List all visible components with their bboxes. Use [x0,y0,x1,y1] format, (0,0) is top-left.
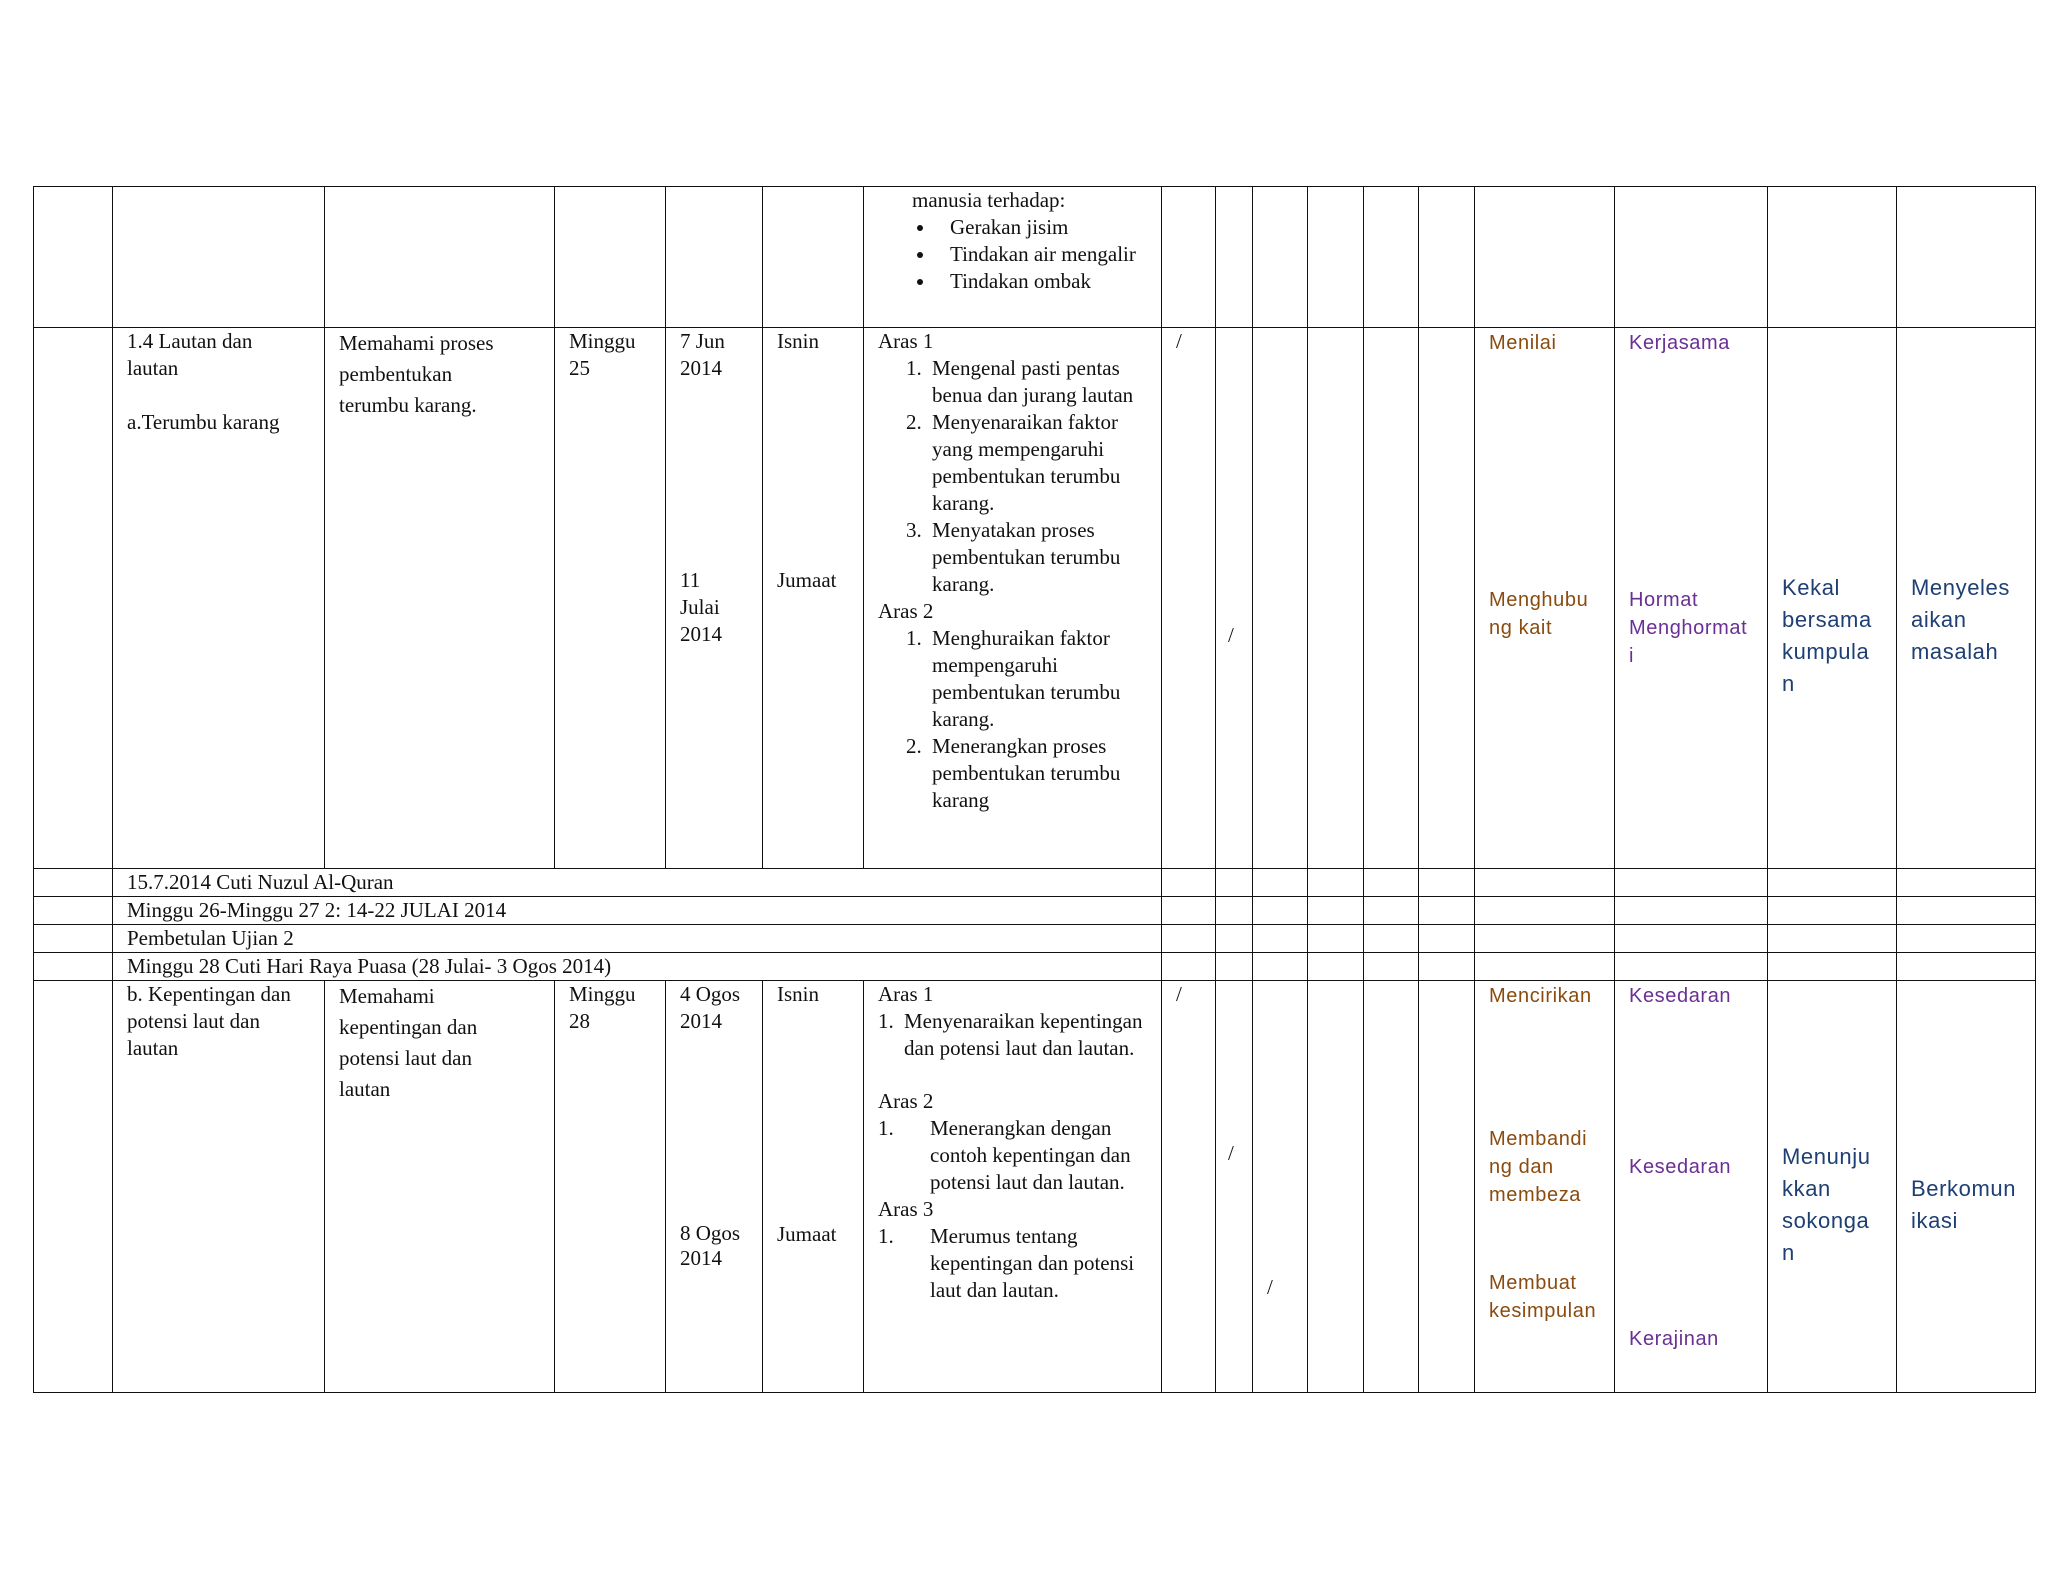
date-start: 7 Jun 2014 [680,329,725,380]
skill-cell [1768,328,1897,869]
date-cell [666,981,763,1393]
skill-cell [1768,981,1897,1393]
topic-cell: b. Kepentingan dan potensi laut dan lautan [113,981,325,1393]
list-item: 1. Menghuraikan faktor mempengaruhi pembentukan terumbu karang. [906,626,1121,731]
check-mark: / [1267,1275,1273,1299]
note-text: Pembetulan Ujian 2 [113,925,1162,953]
date-end: 8 Ogos 2014 [680,1221,741,1270]
objective-cell [864,981,1162,1393]
table-row-note [34,869,2036,897]
value-label: Kerajinan [1629,1328,1719,1350]
skill-label: Menyeles aikan masalah [1911,575,2010,664]
day-cell [763,981,864,1393]
level-title: Aras 2 [878,1089,934,1113]
kbat-cell [1475,328,1615,869]
standard-cell: Memahami kepentingan dan potensi laut dan lautan [325,981,555,1393]
table-row-note [34,925,2036,953]
list-item: 2. Menyenaraikan faktor yang mempengaruhi pembentukan terumbu karang. [906,410,1121,515]
list-item: 1. Mengenal pasti pentas benua dan jurang lautan [906,356,1134,407]
level-title: Aras 2 [878,599,934,623]
check-mark: / [1228,623,1234,647]
table-row-kepentingan [34,981,2036,1393]
check-mark: / [1228,1141,1234,1165]
list-item: • Tindakan air mengalir [936,241,1161,268]
bullet-list [912,214,1161,295]
value-cell [1615,981,1768,1393]
list-item: 2. Menerangkan proses pembentukan terumbu karang [906,734,1121,812]
kbat-label: Membuat kesimpulan [1489,1272,1597,1322]
numbered-list [878,1223,1161,1304]
value-label: Hormat Menghormat i [1629,589,1748,667]
table-row-continued [34,187,2036,328]
topic-cell: 1.4 Lautan dan lautan a.Terumbu karang [113,328,325,869]
level-title: Aras 1 [878,982,934,1006]
kbat-cell [1475,981,1615,1393]
date-end: 11 Julai 2014 [680,568,722,646]
kbat-label: Membandi ng dan membeza [1489,1128,1588,1206]
objective-intro: manusia terhadap: [912,188,1066,212]
level-title: Aras 3 [878,1197,934,1221]
day-end: Jumaat [777,568,837,592]
numbered-list [878,355,1161,598]
skill-label: Menunju kkan sokonga n [1782,1144,1871,1265]
kbat-label: Menilai [1489,332,1557,354]
date-cell [666,328,763,869]
value-cell [1615,328,1768,869]
day-end: Jumaat [777,1222,837,1246]
objective-cell [864,328,1162,869]
check-mark: / [1176,329,1182,353]
list-item: 1. Menerangkan dengan contoh kepentingan dan potensi laut dan lautan. [878,1116,1131,1194]
week-cell: Minggu 25 [555,328,666,869]
day-start: Isnin [777,329,819,353]
week-cell: Minggu 28 [555,981,666,1393]
day-cell [763,328,864,869]
kbat-label: Mencirikan [1489,985,1592,1007]
note-text: 15.7.2014 Cuti Nuzul Al-Quran [113,869,1162,897]
skill-label: Berkomun ikasi [1911,1176,2017,1233]
mark-cell [1253,981,1308,1393]
list-item: • Gerakan jisim [936,214,1161,241]
list-item: 1. Merumus tentang kepentingan dan potensi laut dan lautan. [878,1224,1135,1302]
mark-cell [1216,328,1253,869]
value-label: Kerjasama [1629,332,1730,354]
list-item: • Tindakan ombak [936,268,1161,295]
table-row-lautan [34,328,2036,869]
numbered-list [878,625,1161,814]
note-text: Minggu 28 Cuti Hari Raya Puasa (28 Julai- 3 Ogos 2014) [113,953,1162,981]
skill-label: Kekal bersama kumpula n [1782,575,1872,696]
kbat-label: Menghubu ng kait [1489,589,1589,639]
standard-cell: Memahami proses pembentukan terumbu karang. [325,328,555,869]
list-item: 3. Menyatakan proses pembentukan terumbu karang. [906,518,1121,596]
list-item: 1. Menyenaraikan kepentingan dan potensi laut dan lautan. [878,1009,1143,1060]
objective-cell [864,187,1162,328]
skill-cell [1897,328,2036,869]
value-label: Kesedaran [1629,1156,1732,1178]
numbered-list [878,1008,1161,1062]
mark-cell [1162,328,1216,869]
value-label: Kesedaran [1629,985,1732,1007]
level-title: Aras 1 [878,329,934,353]
date-start: 4 Ogos 2014 [680,982,741,1033]
table-row-note [34,953,2036,981]
table-row-note [34,897,2036,925]
day-start: Isnin [777,982,819,1006]
numbered-list [878,1115,1161,1196]
mark-cell [1216,981,1253,1393]
note-text: Minggu 26-Minggu 27 2: 14-22 JULAI 2014 [113,897,1162,925]
skill-cell [1897,981,2036,1393]
check-mark: / [1176,982,1182,1006]
lesson-plan-table [33,186,2036,1393]
mark-cell [1162,981,1216,1393]
